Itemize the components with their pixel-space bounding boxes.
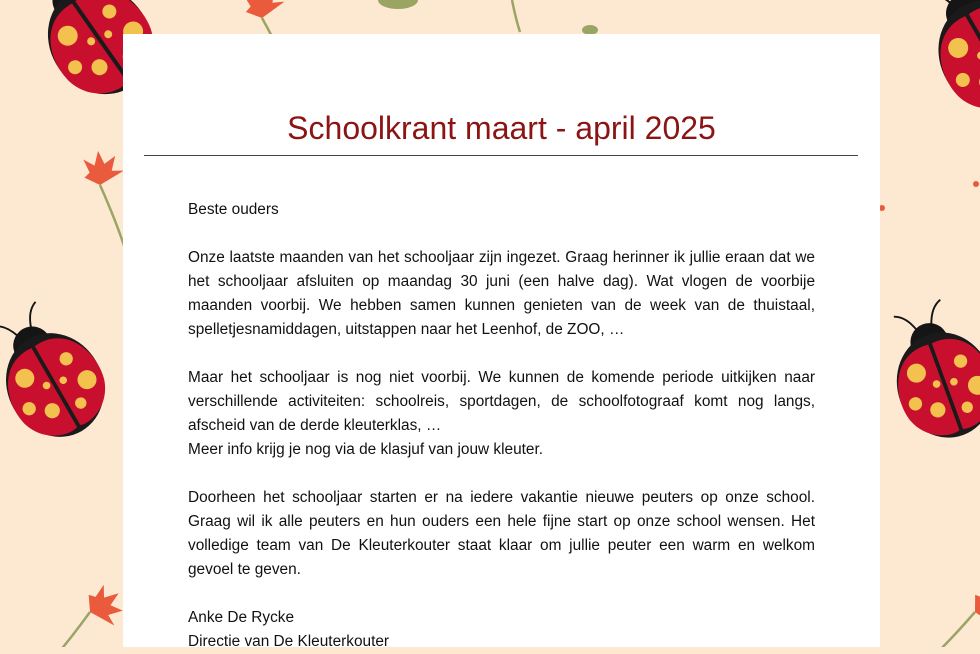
signature-name: Anke De Rycke — [188, 609, 295, 626]
ladybug-top-right — [904, 0, 980, 129]
paragraph-upcoming-activities — [188, 366, 815, 462]
flower-bud-right-edge — [973, 181, 979, 187]
more-info-text: Meer info krijg je nog via de klasjuf van jouw kleuter. — [188, 441, 544, 458]
newsletter-title: Schoolkrant maart - april 2025 — [287, 110, 716, 146]
flower-bottom-left — [27, 579, 132, 647]
stem-top — [512, 0, 520, 32]
paragraph-school-year-end: Onze laatste maanden van het schooljaar zijn ingezet. Graag herinner ik jullie eraan dat we het schooljaar afsluiten op maandag 30 juni (een halve dag). Wat vlogen de voorbije maanden voorbij. We hebben samen kunnen genieten van de week van de thuistaal, spelletjesnamiddagen, uitstappen naar het Leenhof, de ZOO, … — [188, 249, 815, 338]
greeting: Beste ouders — [188, 201, 279, 218]
flower-bottom-right — [910, 581, 980, 647]
newsletter-page — [123, 34, 880, 650]
title-divider — [144, 155, 858, 156]
ladybug-left — [0, 290, 123, 454]
signature-role: Directie van De Kleuterkouter — [188, 633, 390, 650]
ladybug-right — [872, 292, 980, 451]
leaf-top — [378, 0, 418, 9]
upcoming-activities-text: Maar het schooljaar is nog niet voorbij. We kunnen de komende periode uitkijken naar verschillende activiteiten: schoolreis, sportdagen, de schoolfotograaf komt nog langs, afscheid van de derde kleuterklas, … — [188, 369, 815, 434]
paragraph-new-toddlers: Doorheen het schooljaar starten er na iedere vakantie nieuwe peuters op onze school. Graag wil ik alle peuters en hun ouders een hele fijne start op onze school wensen. Het volledige team van De Kleuterkouter staat klaar om jullie peuter een warm en welkom gevoel te geven. — [188, 489, 815, 578]
letter-body — [188, 198, 815, 654]
